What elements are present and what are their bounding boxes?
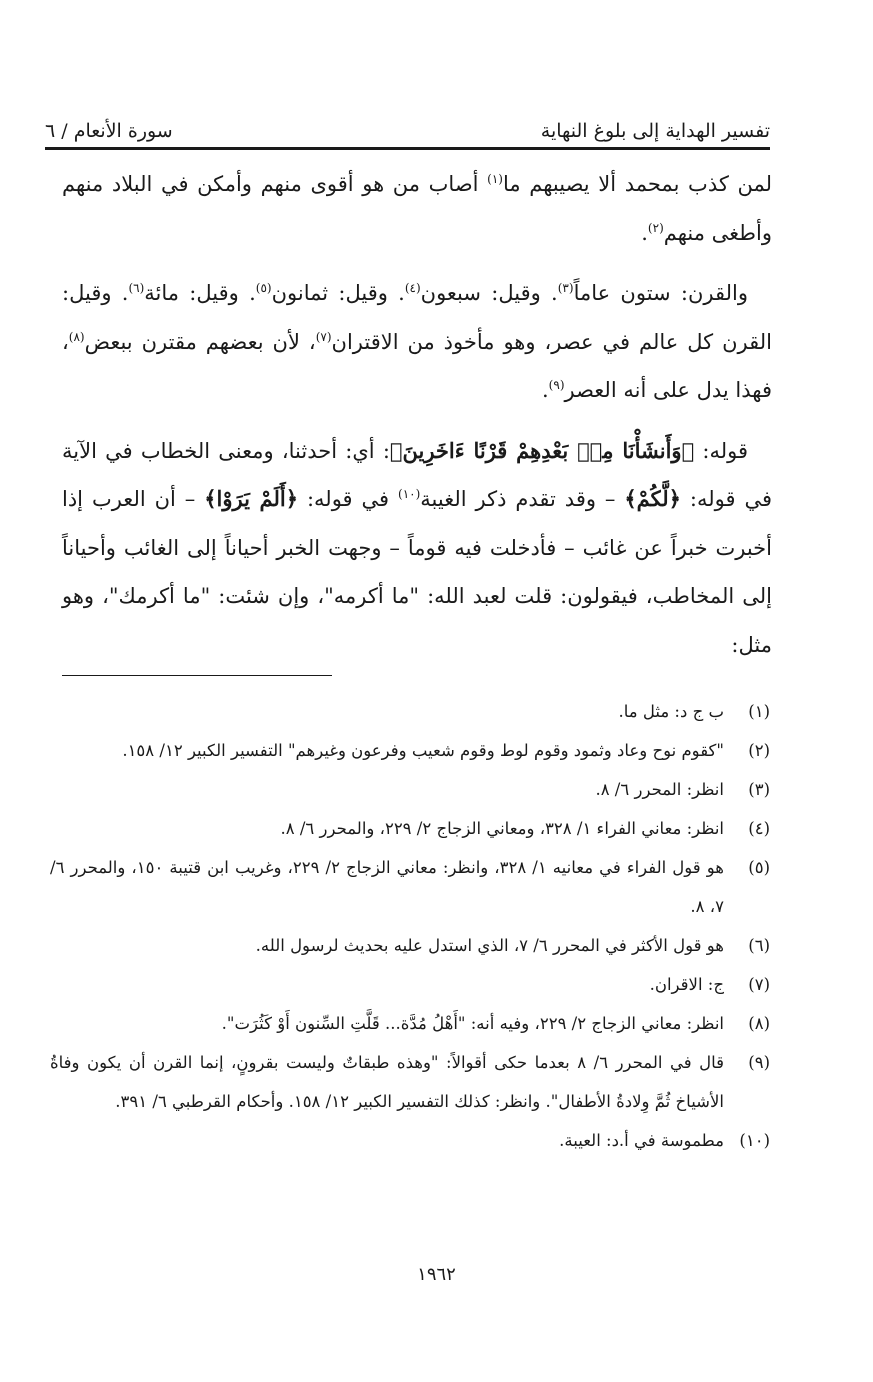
footnote-item — [50, 965, 770, 1004]
footnote-item — [50, 1043, 770, 1121]
page-header — [45, 108, 770, 142]
text-run: – أن العرب إذا أخبرت خبراً عن غائب – فأدخلت فيه قوماً – وجهت الخبر أحياناً إلى الغائب وأحياناً إلى المخاطب، فيقولون: قلت لعبد الله: "ما أكرمه"، وإن شئت: "ما أكرمك"، وهو مثل: — [62, 487, 772, 657]
footnote-item — [50, 809, 770, 848]
footnote-ref-1[interactable]: (١) — [487, 172, 503, 186]
footnote-number: (٣) — [748, 780, 770, 799]
footnotes-list — [50, 692, 770, 1160]
book-title: تفسير الهداية إلى بلوغ النهاية — [540, 120, 770, 142]
paragraph-1 — [62, 160, 772, 257]
footnote-number: (٨) — [748, 1014, 770, 1033]
footnote-ref-2[interactable]: (٢) — [647, 220, 664, 235]
footnote-item — [50, 926, 770, 965]
footnote-ref-8[interactable]: (٨) — [68, 329, 85, 344]
footnote-ref-10[interactable]: (١٠) — [398, 487, 421, 501]
text-run: في قوله: — [298, 487, 398, 511]
footnote-text: هو قول الفراء في معانيه ١/ ٣٢٨، وانظر: معاني الزجاج ٢/ ٢٢٩، وغريب ابن قتيبة ١٥٠، والمحرر ٦/ ٧، ٨. — [50, 858, 724, 916]
text-run: . — [541, 378, 549, 402]
footnote-ref-9[interactable]: (٩) — [548, 378, 565, 392]
text-run: ، لأن بعضهم مقترن ببعض — [84, 329, 316, 354]
quran-verse: ﴿لَّكُمْ﴾ — [624, 486, 681, 511]
footnote-number: (١) — [748, 702, 770, 721]
footnote-ref-4[interactable]: (٤) — [404, 281, 421, 295]
footnote-number: (٦) — [748, 936, 770, 955]
footnote-text: مطموسة في أ.د: العيبة. — [559, 1131, 724, 1150]
footnote-item — [50, 1121, 770, 1160]
text-run: أصاب من هو أقوى منهم وأمكن في البلاد منهم وأطغى منهم — [62, 172, 772, 245]
footnote-number: (٩) — [748, 1053, 770, 1072]
footnote-number: (٥) — [748, 858, 770, 877]
header-rule — [45, 147, 770, 150]
main-text — [62, 160, 772, 669]
footnote-item — [50, 848, 770, 926]
text-run: لمن كذب بمحمد ألا يصيبهم ما — [502, 172, 772, 196]
footnote-separator — [62, 675, 332, 676]
footnote-text: انظر: المحرر ٦/ ٨. — [595, 780, 724, 799]
footnote-number: (١٠) — [739, 1131, 770, 1150]
footnote-item — [50, 731, 770, 770]
footnote-ref-5[interactable]: (٥) — [255, 281, 272, 295]
footnote-item — [50, 1004, 770, 1043]
footnote-text: انظر: معاني الزجاج ٢/ ٢٢٩، وفيه أنه: "أَهْلُ مُدَّة... قَلَّتِ السِّنون أَوْ كَثُرَت". — [221, 1014, 724, 1033]
paragraph-2 — [62, 269, 772, 415]
text-run: : أي: أحدثنا، ومعنى الخطاب في الآية في قوله: — [62, 438, 772, 511]
text-run: – وقد تقدم ذكر الغيبة — [420, 487, 625, 511]
footnote-text: هو قول الأكثر في المحرر ٦/ ٧، الذي استدل عليه بحديث لرسول الله. — [255, 936, 724, 955]
text-run: . وقيل: القرن كل عالم في عصر، وهو مأخوذ من الاقتران — [62, 281, 772, 354]
footnote-item — [50, 770, 770, 809]
quran-verse: ﴿وَأَنشَأْنَا مِنۢ بَعْدِهِمْ قَرْنًا ءَاخَرِينَ﴾ — [389, 437, 695, 463]
footnote-text: ب ج د: مثل ما. — [618, 702, 724, 721]
footnote-item — [50, 692, 770, 731]
surah-label: سورة الأنعام / ٦ — [45, 120, 173, 142]
text-run: . — [641, 220, 648, 245]
quran-verse: ﴿أَلَمْ يَرَوْا﴾ — [204, 486, 299, 511]
footnote-number: (٧) — [748, 975, 770, 994]
text-run: قوله: — [694, 438, 749, 463]
footnote-text: انظر: معاني الفراء ١/ ٣٢٨، ومعاني الزجاج ٢/ ٢٢٩، والمحرر ٦/ ٨. — [280, 819, 724, 838]
text-run: ، فهذا يدل على أنه العصر — [62, 329, 772, 402]
text-run: . وقيل: مائة — [144, 281, 256, 305]
paragraph-3 — [62, 427, 772, 670]
footnote-ref-7[interactable]: (٧) — [315, 329, 332, 344]
footnote-text: "كقوم نوح وعاد وثمود وقوم لوط وقوم شعيب وفرعون وغيرهم" التفسير الكبير ١٢/ ١٥٨. — [122, 741, 724, 760]
footnote-number: (٤) — [748, 819, 770, 838]
page-number: ١٩٦٢ — [417, 1264, 456, 1285]
footnote-number: (٢) — [748, 741, 770, 760]
text-run: . وقيل: ثمانون — [271, 281, 405, 305]
footnote-text: ج: الاقران. — [649, 975, 724, 994]
footnote-ref-6[interactable]: (٦) — [128, 281, 145, 295]
text-run: . وقيل: سبعون — [420, 281, 558, 305]
footnote-text: قال في المحرر ٦/ ٨ بعدما حكى أقوالاً: "وهذه طبقاتٌ وليست بقرونٍ، إنما القرن أن يكون وفاةُ الأشياخ ثُمَّ وِلادةُ الأطفال". وانظر: كذلك التفسير الكبير ١٢/ ١٥٨. وأحكام القرطبي ٦/ ٣٩١. — [50, 1053, 725, 1111]
text-run: والقرن: ستون عاماً — [573, 281, 748, 305]
footnote-ref-3[interactable]: (٣) — [557, 281, 574, 295]
